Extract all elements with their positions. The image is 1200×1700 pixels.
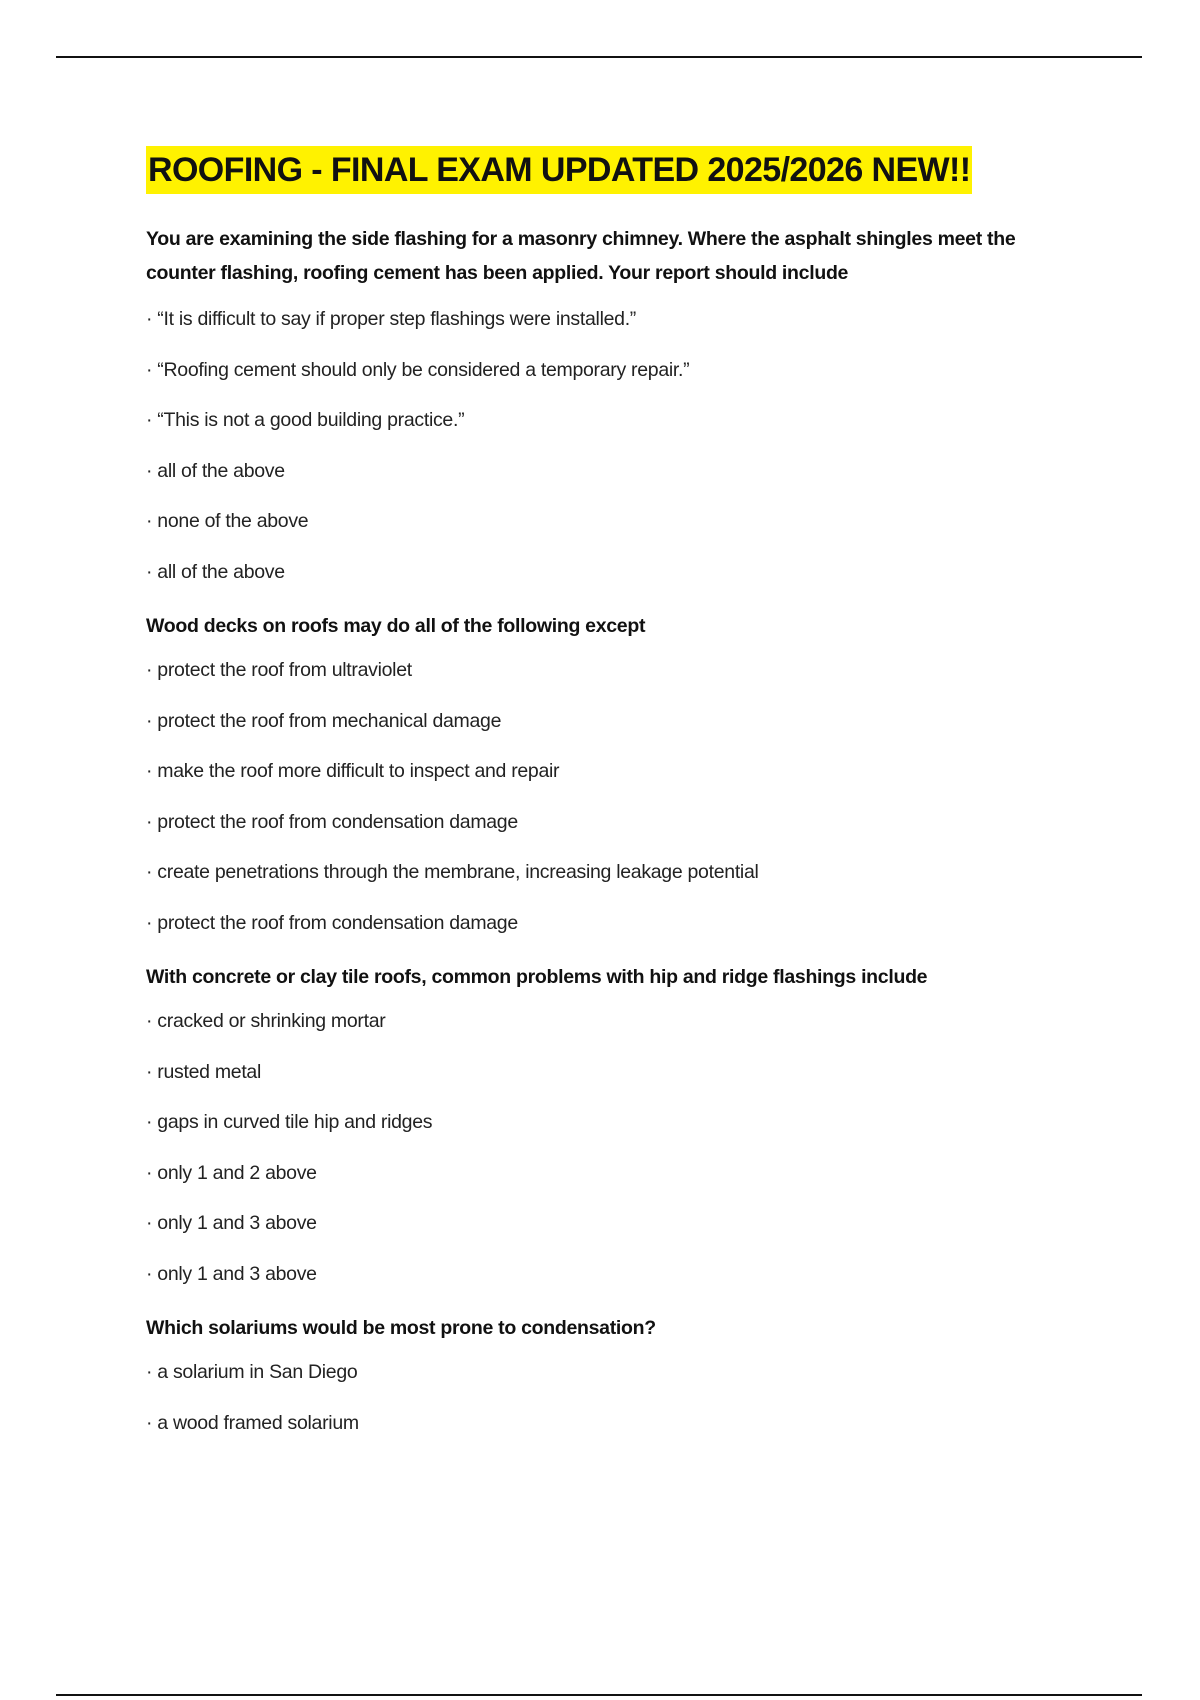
question-block	[146, 1311, 1086, 1436]
answer-option: · protect the roof from condensation damage	[146, 810, 518, 833]
answer-option: · “This is not a good building practice.”	[146, 409, 465, 431]
question-block	[146, 960, 1086, 1287]
answer-option: · protect the roof from condensation damage	[146, 911, 518, 934]
answer-option: · none of the above	[146, 510, 309, 532]
question-text: With concrete or clay tile roofs, common problems with hip and ridge flashings include	[146, 966, 928, 988]
answer-option: · “It is difficult to say if proper step flashings were installed.”	[146, 308, 637, 330]
answer-option: · cracked or shrinking mortar	[146, 1010, 386, 1032]
answer-option: · all of the above	[146, 560, 285, 583]
answer-option: · protect the roof from ultraviolet	[146, 659, 412, 681]
answer-option: · “Roofing cement should only be considered a temporary repair.”	[146, 358, 690, 381]
answer-option: · make the roof more difficult to inspect and repair	[146, 760, 560, 782]
document-title: ROOFING - FINAL EXAM UPDATED 2025/2026 NEW!!	[146, 146, 972, 194]
question-text: You are examining the side flashing for a masonry chimney. Where the asphalt shingles meet the counter flashing, roofing cement has been applied. Your report should include	[146, 228, 1016, 284]
answer-option: · only 1 and 2 above	[146, 1161, 317, 1184]
question-text: Which solariums would be most prone to condensation?	[146, 1317, 656, 1339]
answer-option: · a solarium in San Diego	[146, 1361, 358, 1383]
question-text: Wood decks on roofs may do all of the following except	[146, 615, 646, 637]
answer-option: · protect the roof from mechanical damage	[146, 709, 502, 732]
answer-option: · gaps in curved tile hip and ridges	[146, 1111, 433, 1133]
question-block	[146, 609, 1086, 936]
answer-option: · a wood framed solarium	[146, 1411, 359, 1434]
answer-option: · only 1 and 3 above	[146, 1212, 317, 1234]
answer-option: · only 1 and 3 above	[146, 1262, 317, 1285]
question-block	[146, 222, 1086, 585]
top-rule	[56, 56, 1142, 58]
bottom-rule	[56, 1694, 1142, 1696]
document-body	[146, 146, 1086, 1460]
answer-option: · rusted metal	[146, 1060, 262, 1083]
answer-option: · all of the above	[146, 459, 285, 482]
answer-option: · create penetrations through the membrane, increasing leakage potential	[146, 861, 759, 883]
